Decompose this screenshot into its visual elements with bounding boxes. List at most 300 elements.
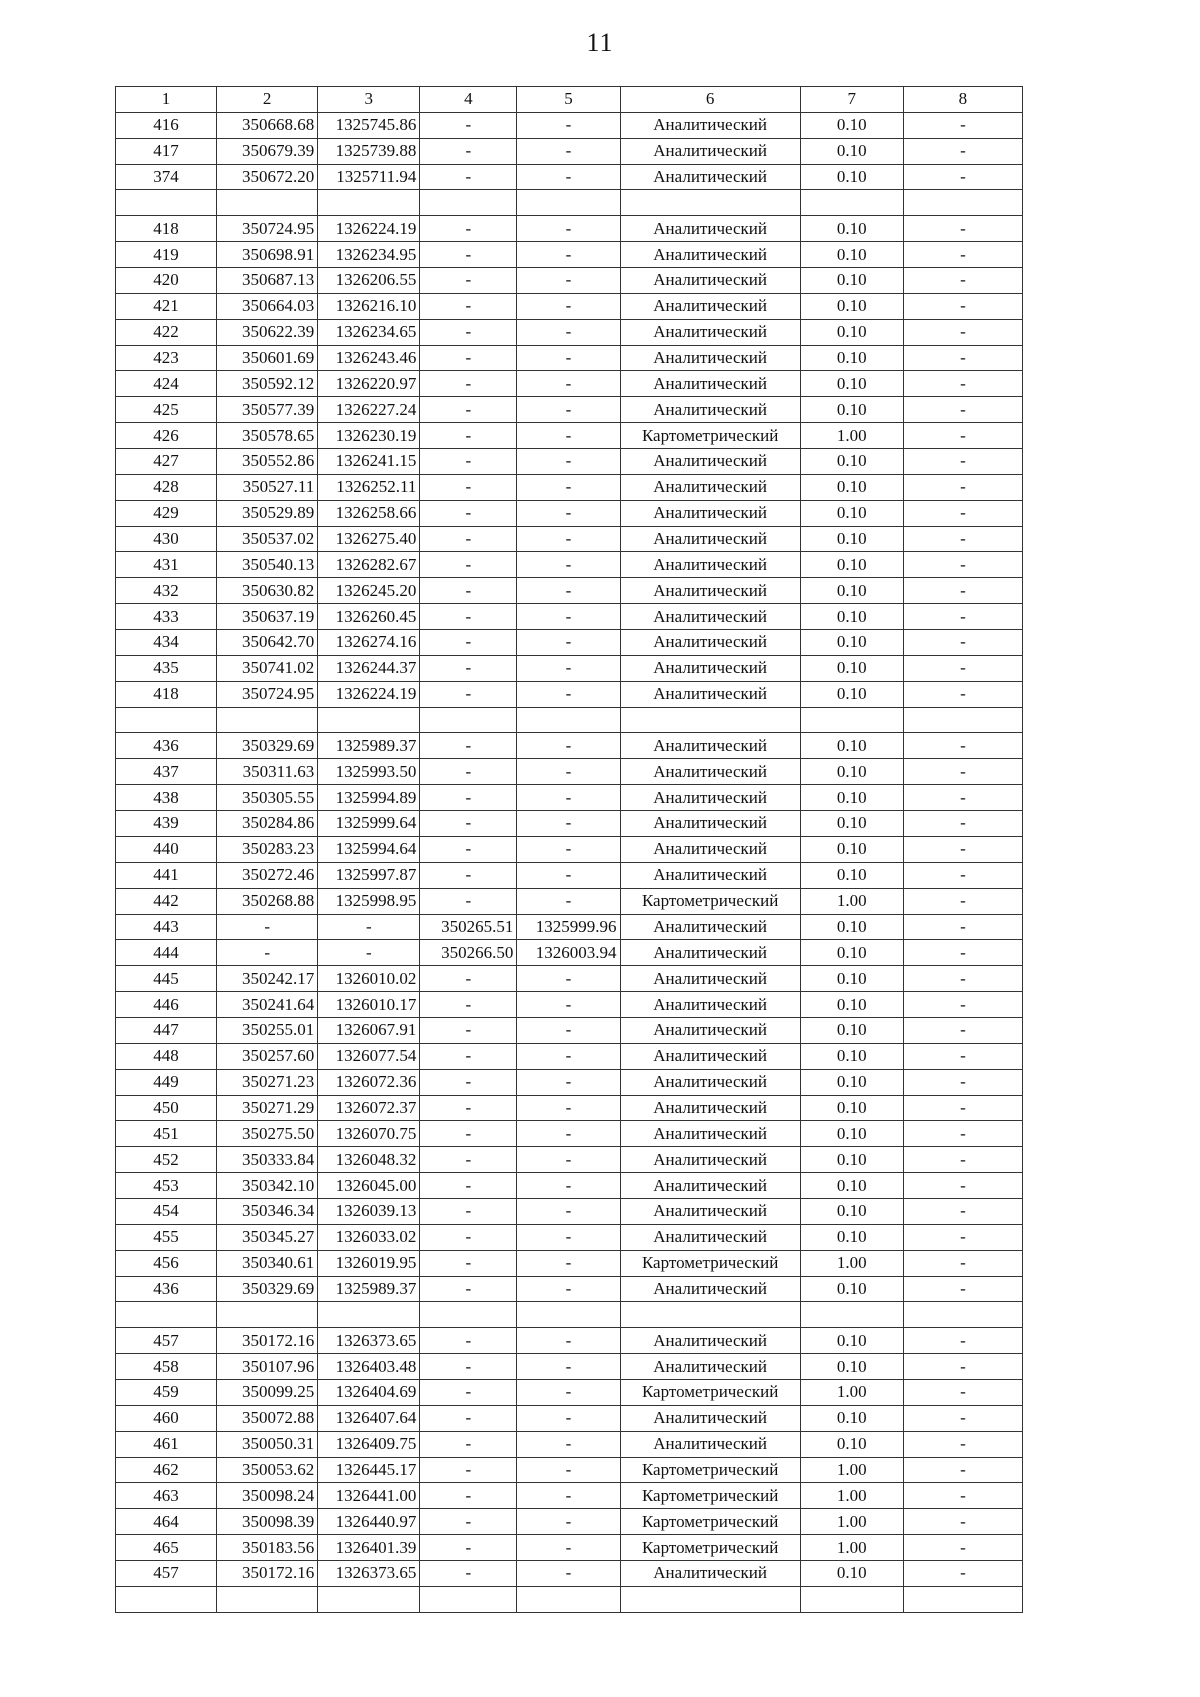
table-cell: - xyxy=(517,1457,620,1483)
table-cell: 453 xyxy=(116,1173,217,1199)
table-cell: 0.10 xyxy=(800,1431,903,1457)
table-cell: 1326010.02 xyxy=(318,966,420,992)
table-cell: 1326409.75 xyxy=(318,1431,420,1457)
table-cell: Аналитический xyxy=(620,862,800,888)
table-cell: 0.10 xyxy=(800,992,903,1018)
table-cell: 424 xyxy=(116,371,217,397)
table-cell: Аналитический xyxy=(620,1017,800,1043)
table-cell: 0.10 xyxy=(800,1095,903,1121)
table-row xyxy=(116,112,1023,138)
table-cell: 0.10 xyxy=(800,552,903,578)
table-cell: - xyxy=(420,242,517,268)
table-cell: 350698.91 xyxy=(217,242,318,268)
table-cell: - xyxy=(903,1431,1022,1457)
table-cell: 0.10 xyxy=(800,785,903,811)
table-cell: - xyxy=(903,888,1022,914)
table-cell: 1326404.69 xyxy=(318,1379,420,1405)
table-cell: 456 xyxy=(116,1250,217,1276)
table-cell: 0.10 xyxy=(800,1560,903,1586)
table-cell: 350284.86 xyxy=(217,811,318,837)
table-cell: - xyxy=(420,655,517,681)
table-cell: 437 xyxy=(116,759,217,785)
table-cell: 0.10 xyxy=(800,836,903,862)
column-header: 4 xyxy=(420,87,517,113)
table-cell: 0.10 xyxy=(800,1121,903,1147)
table-cell: 451 xyxy=(116,1121,217,1147)
table-cell: - xyxy=(517,319,620,345)
table-cell: - xyxy=(903,1560,1022,1586)
table-cell: 445 xyxy=(116,966,217,992)
table-cell: 1.00 xyxy=(800,1379,903,1405)
table-cell: - xyxy=(517,1379,620,1405)
table-cell: 350687.13 xyxy=(217,268,318,294)
table-cell: 1326282.67 xyxy=(318,552,420,578)
table-row xyxy=(116,1328,1023,1354)
table-cell: - xyxy=(517,862,620,888)
table-cell xyxy=(217,190,318,216)
table-cell xyxy=(420,707,517,733)
table-cell: 418 xyxy=(116,681,217,707)
table-cell: 1326045.00 xyxy=(318,1173,420,1199)
table-cell xyxy=(116,1586,217,1612)
table-row xyxy=(116,449,1023,475)
table-cell: - xyxy=(903,449,1022,475)
table-cell: 1325993.50 xyxy=(318,759,420,785)
table-cell: 458 xyxy=(116,1354,217,1380)
table-row xyxy=(116,474,1023,500)
table-cell: - xyxy=(318,914,420,940)
table-cell: 1326224.19 xyxy=(318,681,420,707)
table-cell: 0.10 xyxy=(800,578,903,604)
table-cell: Картометрический xyxy=(620,1535,800,1561)
column-header: 6 xyxy=(620,87,800,113)
table-cell: 350642.70 xyxy=(217,630,318,656)
table-cell: - xyxy=(420,1017,517,1043)
table-cell: 429 xyxy=(116,500,217,526)
table-cell: 350529.89 xyxy=(217,500,318,526)
table-row xyxy=(116,759,1023,785)
table-row xyxy=(116,1224,1023,1250)
table-cell: 1326227.24 xyxy=(318,397,420,423)
table-row xyxy=(116,1095,1023,1121)
table-cell: - xyxy=(420,1405,517,1431)
table-row xyxy=(116,785,1023,811)
table-cell: 350172.16 xyxy=(217,1560,318,1586)
table-cell xyxy=(620,190,800,216)
table-cell: 350668.68 xyxy=(217,112,318,138)
table-row xyxy=(116,940,1023,966)
table-cell: 0.10 xyxy=(800,1328,903,1354)
table-cell: - xyxy=(903,1379,1022,1405)
table-cell: - xyxy=(903,242,1022,268)
table-row xyxy=(116,862,1023,888)
table-cell: 0.10 xyxy=(800,1198,903,1224)
table-cell: 0.10 xyxy=(800,345,903,371)
table-row xyxy=(116,655,1023,681)
table-row xyxy=(116,1379,1023,1405)
table-cell: - xyxy=(517,449,620,475)
table-cell: - xyxy=(903,1276,1022,1302)
table-cell: 435 xyxy=(116,655,217,681)
table-cell: 0.10 xyxy=(800,759,903,785)
table-cell: - xyxy=(420,1224,517,1250)
table-cell xyxy=(318,707,420,733)
table-cell: - xyxy=(517,655,620,681)
table-cell: - xyxy=(517,1250,620,1276)
table-cell: - xyxy=(420,397,517,423)
table-row xyxy=(116,164,1023,190)
table-cell: Аналитический xyxy=(620,500,800,526)
table-cell: - xyxy=(903,1043,1022,1069)
table-cell: 0.10 xyxy=(800,733,903,759)
table-cell: - xyxy=(420,216,517,242)
table-row xyxy=(116,604,1023,630)
table-cell: 350266.50 xyxy=(420,940,517,966)
table-cell: 430 xyxy=(116,526,217,552)
table-cell: 0.10 xyxy=(800,138,903,164)
table-cell: - xyxy=(903,345,1022,371)
table-cell: 433 xyxy=(116,604,217,630)
table-cell: - xyxy=(903,940,1022,966)
table-cell xyxy=(420,1302,517,1328)
table-cell: 1326274.16 xyxy=(318,630,420,656)
table-cell: Аналитический xyxy=(620,733,800,759)
table-cell: Аналитический xyxy=(620,1121,800,1147)
table-cell: 1326033.02 xyxy=(318,1224,420,1250)
table-cell xyxy=(318,1302,420,1328)
table-cell: 0.10 xyxy=(800,1147,903,1173)
table-cell: - xyxy=(903,966,1022,992)
table-cell: 450 xyxy=(116,1095,217,1121)
table-cell: Аналитический xyxy=(620,526,800,552)
table-cell: - xyxy=(517,242,620,268)
table-cell: 0.10 xyxy=(800,966,903,992)
table-cell: 1.00 xyxy=(800,423,903,449)
table-cell: - xyxy=(420,888,517,914)
table-cell: 446 xyxy=(116,992,217,1018)
table-cell: 1326403.48 xyxy=(318,1354,420,1380)
table-cell: 425 xyxy=(116,397,217,423)
table-cell: - xyxy=(517,836,620,862)
table-row xyxy=(116,1069,1023,1095)
table-cell: 350329.69 xyxy=(217,1276,318,1302)
table-cell: 350050.31 xyxy=(217,1431,318,1457)
table-cell: - xyxy=(903,759,1022,785)
table-cell: - xyxy=(903,293,1022,319)
table-cell: - xyxy=(903,630,1022,656)
table-cell: 0.10 xyxy=(800,1405,903,1431)
table-cell: 436 xyxy=(116,733,217,759)
table-cell: 350241.64 xyxy=(217,992,318,1018)
table-cell: 457 xyxy=(116,1560,217,1586)
column-header: 3 xyxy=(318,87,420,113)
table-cell xyxy=(800,1302,903,1328)
table-cell: - xyxy=(420,1535,517,1561)
table-cell: - xyxy=(420,1069,517,1095)
table-cell: 463 xyxy=(116,1483,217,1509)
table-cell: Картометрический xyxy=(620,1250,800,1276)
table-cell: Аналитический xyxy=(620,242,800,268)
table-cell: - xyxy=(517,785,620,811)
table-cell: 1326260.45 xyxy=(318,604,420,630)
table-cell: - xyxy=(517,112,620,138)
table-cell xyxy=(517,707,620,733)
table-cell: - xyxy=(903,811,1022,837)
table-cell: Аналитический xyxy=(620,1095,800,1121)
table-cell: - xyxy=(903,1535,1022,1561)
table-cell: - xyxy=(517,397,620,423)
table-cell: 350268.88 xyxy=(217,888,318,914)
table-cell: - xyxy=(903,1483,1022,1509)
table-cell: - xyxy=(420,836,517,862)
table-cell: 0.10 xyxy=(800,1224,903,1250)
table-cell: - xyxy=(420,1043,517,1069)
table-cell: 0.10 xyxy=(800,1354,903,1380)
table-cell: Картометрический xyxy=(620,1483,800,1509)
table-cell: - xyxy=(420,733,517,759)
table-row xyxy=(116,190,1023,216)
table-cell: 0.10 xyxy=(800,862,903,888)
table-cell: 0.10 xyxy=(800,293,903,319)
table-row xyxy=(116,1017,1023,1043)
table-cell: - xyxy=(517,1354,620,1380)
table-cell: Аналитический xyxy=(620,268,800,294)
table-cell: 0.10 xyxy=(800,526,903,552)
table-cell: 1326067.91 xyxy=(318,1017,420,1043)
table-cell xyxy=(318,190,420,216)
table-row xyxy=(116,242,1023,268)
table-cell: 1326373.65 xyxy=(318,1560,420,1586)
column-header: 1 xyxy=(116,87,217,113)
table-cell: Аналитический xyxy=(620,319,800,345)
table-cell: Аналитический xyxy=(620,940,800,966)
table-cell: 436 xyxy=(116,1276,217,1302)
table-cell: Аналитический xyxy=(620,681,800,707)
table-cell: 1.00 xyxy=(800,1250,903,1276)
table-cell xyxy=(800,1586,903,1612)
table-cell: - xyxy=(903,138,1022,164)
table-cell: - xyxy=(903,733,1022,759)
table-cell: - xyxy=(420,293,517,319)
table-cell: 350346.34 xyxy=(217,1198,318,1224)
table-row xyxy=(116,1276,1023,1302)
table-row xyxy=(116,319,1023,345)
table-cell: Аналитический xyxy=(620,836,800,862)
table-cell: 1326070.75 xyxy=(318,1121,420,1147)
table-cell: 422 xyxy=(116,319,217,345)
table-cell: - xyxy=(903,268,1022,294)
table-cell xyxy=(420,1586,517,1612)
table-cell: - xyxy=(903,1198,1022,1224)
table-cell: 1.00 xyxy=(800,1509,903,1535)
table-row xyxy=(116,1560,1023,1586)
table-cell: - xyxy=(903,1405,1022,1431)
table-cell: 443 xyxy=(116,914,217,940)
table-cell: - xyxy=(420,1379,517,1405)
table-cell: - xyxy=(517,604,620,630)
table-cell: 0.10 xyxy=(800,655,903,681)
table-row xyxy=(116,1250,1023,1276)
table-cell: - xyxy=(420,992,517,1018)
table-cell: 0.10 xyxy=(800,1276,903,1302)
table-cell: 426 xyxy=(116,423,217,449)
table-cell: 447 xyxy=(116,1017,217,1043)
table-cell: 1326206.55 xyxy=(318,268,420,294)
table-cell: 1326230.19 xyxy=(318,423,420,449)
table-cell: 1326441.00 xyxy=(318,1483,420,1509)
table-cell: - xyxy=(903,655,1022,681)
table-cell: 0.10 xyxy=(800,1069,903,1095)
page-number: 11 xyxy=(586,28,614,57)
table-cell: Аналитический xyxy=(620,449,800,475)
table-cell: 350630.82 xyxy=(217,578,318,604)
table-cell: 1325994.64 xyxy=(318,836,420,862)
table-row xyxy=(116,707,1023,733)
table-cell: Картометрический xyxy=(620,1457,800,1483)
table-cell: 1325711.94 xyxy=(318,164,420,190)
table-cell: 350275.50 xyxy=(217,1121,318,1147)
table-cell: - xyxy=(517,1147,620,1173)
table-cell: - xyxy=(420,423,517,449)
table-cell: 1.00 xyxy=(800,1457,903,1483)
table-cell xyxy=(800,190,903,216)
table-cell: 460 xyxy=(116,1405,217,1431)
table-cell xyxy=(517,1586,620,1612)
table-cell xyxy=(620,707,800,733)
table-row xyxy=(116,1173,1023,1199)
table-cell: 449 xyxy=(116,1069,217,1095)
table-cell xyxy=(217,1586,318,1612)
table-cell: - xyxy=(517,293,620,319)
table-cell: 465 xyxy=(116,1535,217,1561)
table-cell: 434 xyxy=(116,630,217,656)
table-cell: 1326234.95 xyxy=(318,242,420,268)
table-cell: 1325989.37 xyxy=(318,1276,420,1302)
table-row xyxy=(116,1535,1023,1561)
table-cell: - xyxy=(517,1095,620,1121)
table-cell: Аналитический xyxy=(620,397,800,423)
table-cell: 0.10 xyxy=(800,1173,903,1199)
table-cell: - xyxy=(420,500,517,526)
table-cell: Аналитический xyxy=(620,112,800,138)
table-cell: Аналитический xyxy=(620,785,800,811)
table-cell: - xyxy=(517,1224,620,1250)
table-cell: Аналитический xyxy=(620,216,800,242)
table-cell: Аналитический xyxy=(620,1328,800,1354)
table-cell: 350257.60 xyxy=(217,1043,318,1069)
table-cell: - xyxy=(903,319,1022,345)
table-cell: 350271.29 xyxy=(217,1095,318,1121)
table-cell: 0.10 xyxy=(800,630,903,656)
table-row xyxy=(116,216,1023,242)
table-cell: - xyxy=(420,630,517,656)
table-cell: - xyxy=(903,397,1022,423)
table-cell: 1326048.32 xyxy=(318,1147,420,1173)
table-cell: 350577.39 xyxy=(217,397,318,423)
table-cell: 350283.23 xyxy=(217,836,318,862)
table-cell: 350098.39 xyxy=(217,1509,318,1535)
table-cell: 461 xyxy=(116,1431,217,1457)
table-row xyxy=(116,1043,1023,1069)
table-cell: - xyxy=(420,319,517,345)
table-cell: Аналитический xyxy=(620,992,800,1018)
table-cell: - xyxy=(903,1017,1022,1043)
table-row xyxy=(116,423,1023,449)
table-cell: - xyxy=(903,423,1022,449)
table-cell: 431 xyxy=(116,552,217,578)
table-cell: Аналитический xyxy=(620,1043,800,1069)
table-cell: - xyxy=(420,1173,517,1199)
table-cell: 0.10 xyxy=(800,940,903,966)
table-cell: - xyxy=(517,423,620,449)
table-cell: - xyxy=(420,1509,517,1535)
table-cell: 350664.03 xyxy=(217,293,318,319)
table-cell: - xyxy=(517,268,620,294)
table-cell: 442 xyxy=(116,888,217,914)
table-cell: 1326220.97 xyxy=(318,371,420,397)
table-cell: Аналитический xyxy=(620,578,800,604)
table-cell: - xyxy=(517,371,620,397)
table-cell: 1326275.40 xyxy=(318,526,420,552)
table-cell: 350527.11 xyxy=(217,474,318,500)
table-cell: - xyxy=(420,164,517,190)
table-cell: 1326373.65 xyxy=(318,1328,420,1354)
table-row xyxy=(116,1354,1023,1380)
table-cell xyxy=(620,1586,800,1612)
table-row xyxy=(116,526,1023,552)
table-cell: 0.10 xyxy=(800,216,903,242)
table-cell: - xyxy=(517,1276,620,1302)
table-cell: - xyxy=(517,1405,620,1431)
table-row xyxy=(116,1457,1023,1483)
table-cell: 1.00 xyxy=(800,1483,903,1509)
table-cell: - xyxy=(420,449,517,475)
table-cell: 1325994.89 xyxy=(318,785,420,811)
table-cell: - xyxy=(217,940,318,966)
table-cell: Аналитический xyxy=(620,293,800,319)
table-cell: - xyxy=(517,1121,620,1147)
table-cell: 459 xyxy=(116,1379,217,1405)
table-cell: 0.10 xyxy=(800,242,903,268)
table-cell: 1326445.17 xyxy=(318,1457,420,1483)
table-cell: - xyxy=(420,759,517,785)
table-cell: - xyxy=(903,371,1022,397)
table-cell: 441 xyxy=(116,862,217,888)
table-cell: - xyxy=(517,966,620,992)
table-cell: 1.00 xyxy=(800,1535,903,1561)
table-cell: 1326407.64 xyxy=(318,1405,420,1431)
table-cell: - xyxy=(517,500,620,526)
table-cell: - xyxy=(903,862,1022,888)
table-cell: Аналитический xyxy=(620,1354,800,1380)
table-cell: 419 xyxy=(116,242,217,268)
table-cell: 350342.10 xyxy=(217,1173,318,1199)
table-cell: Аналитический xyxy=(620,811,800,837)
table-cell: 350305.55 xyxy=(217,785,318,811)
table-cell xyxy=(903,707,1022,733)
table-cell: - xyxy=(903,604,1022,630)
table-cell: - xyxy=(903,1069,1022,1095)
table-row xyxy=(116,681,1023,707)
table-cell: Аналитический xyxy=(620,1198,800,1224)
table-cell xyxy=(116,1302,217,1328)
table-cell: 0.10 xyxy=(800,112,903,138)
table-cell: 427 xyxy=(116,449,217,475)
table-cell: - xyxy=(420,681,517,707)
table-cell: 350552.86 xyxy=(217,449,318,475)
table-cell: - xyxy=(517,138,620,164)
table-cell: - xyxy=(420,371,517,397)
